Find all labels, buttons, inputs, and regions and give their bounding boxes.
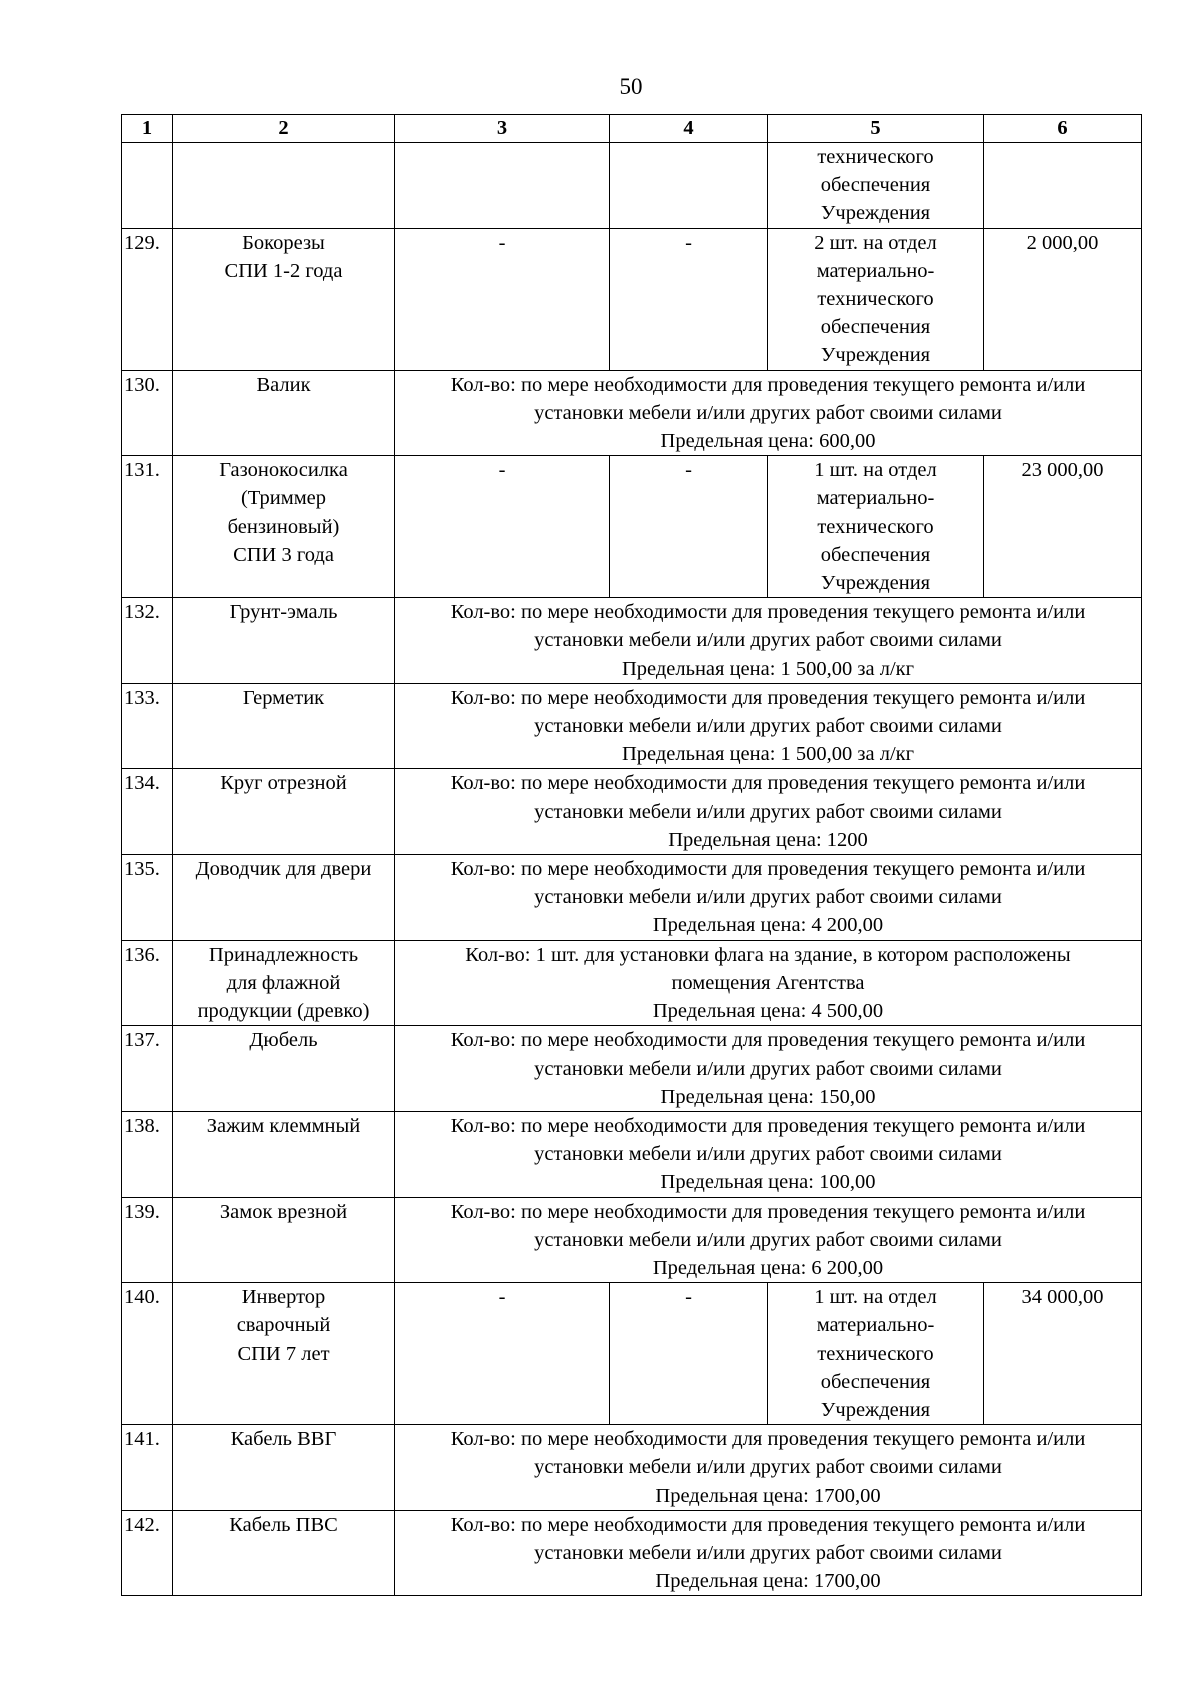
header-cell-5: 5 <box>768 115 984 143</box>
cell-description <box>395 1111 1142 1197</box>
cell-name <box>173 683 395 769</box>
cell-name <box>173 1111 395 1197</box>
cell-description <box>395 683 1142 769</box>
cell-line: Кол-во: по мере необходимости для проведения текущего ремонта и/или <box>450 601 1086 624</box>
cell-description <box>395 940 1142 1026</box>
cell-line: Доводчик для двери <box>195 858 372 881</box>
cell-line: материально- <box>816 487 935 510</box>
cell-num: 137. <box>122 1026 173 1112</box>
cell-line: Предельная цена: 150,00 <box>660 1085 876 1108</box>
cell-line: Кол-во: по мере необходимости для проведения текущего ремонта и/или <box>450 686 1086 709</box>
cell-line: обеспечения <box>820 543 931 566</box>
cell-line: Учреждения <box>820 344 931 367</box>
table-row <box>122 1510 1142 1596</box>
cell-line: сварочный <box>236 1314 331 1337</box>
cell-line: технического <box>817 1342 934 1365</box>
cell-line: Предельная цена: 1 500,00 за л/кг <box>621 657 915 680</box>
cell-line: обеспечения <box>820 174 931 197</box>
cell-line: Кол-во: по мере необходимости для проведения текущего ремонта и/или <box>450 373 1086 396</box>
cell-line: СПИ 3 года <box>233 543 334 566</box>
cell-num: 138. <box>122 1111 173 1197</box>
header-cell-2: 2 <box>173 115 395 143</box>
cell-line: Газонокосилка <box>219 459 348 482</box>
cell-line: Кол-во: по мере необходимости для проведения текущего ремонта и/или <box>450 1029 1086 1052</box>
cell-name <box>173 598 395 684</box>
table-row <box>122 683 1142 769</box>
cell-col3: - <box>395 1283 610 1425</box>
cell-description <box>395 1510 1142 1596</box>
cell-col4: - <box>610 1283 768 1425</box>
cell-line: Кабель ПВС <box>229 1513 338 1536</box>
cell-price: 34 000,00 <box>984 1283 1142 1425</box>
cell-line: Кол-во: по мере необходимости для проведения текущего ремонта и/или <box>450 1200 1086 1223</box>
cell-col4 <box>610 143 768 229</box>
cell-line: Принадлежность <box>208 943 359 966</box>
cell-num: 139. <box>122 1197 173 1283</box>
cell-num: 135. <box>122 855 173 941</box>
cell-line: установки мебели и/или других работ своими силами <box>534 1143 1002 1166</box>
cell-num: 129. <box>122 228 173 370</box>
cell-line: установки мебели и/или других работ своими силами <box>534 800 1002 823</box>
table-row <box>122 228 1142 370</box>
cell-line: обеспечения <box>820 316 931 339</box>
cell-line: Учреждения <box>820 572 931 595</box>
cell-line: для флажной <box>226 971 341 994</box>
table-row <box>122 1026 1142 1112</box>
cell-col5 <box>768 228 984 370</box>
cell-description <box>395 769 1142 855</box>
cell-name <box>173 769 395 855</box>
cell-num: 132. <box>122 598 173 684</box>
cell-line: обеспечения <box>820 1370 931 1393</box>
cell-line: 1 шт. на отдел <box>814 1286 937 1309</box>
cell-num: 142. <box>122 1510 173 1596</box>
cell-line: Бокорезы <box>242 231 325 254</box>
cell-name <box>173 456 395 598</box>
cell-description <box>395 1425 1142 1511</box>
cell-num <box>122 143 173 229</box>
cell-col5 <box>768 456 984 598</box>
header-cell-4: 4 <box>610 115 768 143</box>
table-row <box>122 940 1142 1026</box>
cell-col4: - <box>610 228 768 370</box>
table-row <box>122 1197 1142 1283</box>
cell-line: СПИ 1-2 года <box>224 259 343 282</box>
header-cell-3: 3 <box>395 115 610 143</box>
cell-line: Валик <box>256 373 311 396</box>
cell-line: установки мебели и/или других работ своими силами <box>534 715 1002 738</box>
header-cell-1: 1 <box>122 115 173 143</box>
cell-line: Круг отрезной <box>220 772 347 795</box>
cell-line: установки мебели и/или других работ своими силами <box>534 1228 1002 1251</box>
cell-line: Предельная цена: 1200 <box>668 828 868 851</box>
cell-line: (Триммер <box>240 487 327 510</box>
cell-col6 <box>984 143 1142 229</box>
cell-description <box>395 370 1142 456</box>
cell-name <box>173 1510 395 1596</box>
cell-col4: - <box>610 456 768 598</box>
cell-num: 134. <box>122 769 173 855</box>
cell-line: технического <box>817 515 934 538</box>
cell-num: 133. <box>122 683 173 769</box>
cell-line: продукции (древко) <box>197 1000 370 1023</box>
cell-col3: - <box>395 456 610 598</box>
cell-line: Предельная цена: 600,00 <box>660 430 876 453</box>
cell-col5 <box>768 143 984 229</box>
header-row <box>122 115 1142 143</box>
cell-line: бензиновый) <box>227 515 340 538</box>
cell-name <box>173 370 395 456</box>
header-cell-6: 6 <box>984 115 1142 143</box>
table-row <box>122 370 1142 456</box>
page-number: 50 <box>619 74 643 99</box>
cell-line: Герметик <box>242 686 325 709</box>
table-row <box>122 1425 1142 1511</box>
cell-num: 141. <box>122 1425 173 1511</box>
cell-line: Предельная цена: 4 500,00 <box>652 1000 884 1023</box>
cell-line: Предельная цена: 6 200,00 <box>652 1256 884 1279</box>
cell-line: 2 шт. на отдел <box>814 231 937 254</box>
cell-line: Зажим клеммный <box>206 1114 361 1137</box>
table-row <box>122 855 1142 941</box>
cell-line: 1 шт. на отдел <box>814 459 937 482</box>
cell-name <box>173 855 395 941</box>
cell-description <box>395 1197 1142 1283</box>
table-row <box>122 456 1142 598</box>
cell-line: Кол-во: по мере необходимости для проведения текущего ремонта и/или <box>450 772 1086 795</box>
cell-line: установки мебели и/или других работ своими силами <box>534 886 1002 909</box>
cell-line: установки мебели и/или других работ своими силами <box>534 401 1002 424</box>
cell-line: Предельная цена: 4 200,00 <box>652 914 884 937</box>
cell-description <box>395 1026 1142 1112</box>
cell-line: Учреждения <box>820 1398 931 1421</box>
cell-description <box>395 598 1142 684</box>
cell-line: установки мебели и/или других работ своими силами <box>534 1057 1002 1080</box>
cell-col5 <box>768 1283 984 1425</box>
cell-line: технического <box>817 146 934 168</box>
cell-line: СПИ 7 лет <box>237 1342 330 1365</box>
cell-line: Грунт-эмаль <box>229 601 338 624</box>
cell-line: Кол-во: 1 шт. для установки флага на здание, в котором расположены <box>465 943 1071 966</box>
cell-num: 136. <box>122 940 173 1026</box>
cell-price: 23 000,00 <box>984 456 1142 598</box>
cell-line: материально- <box>816 259 935 282</box>
table-row <box>122 1283 1142 1425</box>
procurement-table <box>121 114 1142 1596</box>
cell-name <box>173 1197 395 1283</box>
cell-line: Предельная цена: 100,00 <box>660 1171 876 1194</box>
cell-description <box>395 855 1142 941</box>
cell-line: материально- <box>816 1314 935 1337</box>
cell-line: Кол-во: по мере необходимости для проведения текущего ремонта и/или <box>450 1114 1086 1137</box>
cell-price: 2 000,00 <box>984 228 1142 370</box>
cell-name <box>173 1283 395 1425</box>
cell-line: установки мебели и/или других работ своими силами <box>534 629 1002 652</box>
cell-line: Кол-во: по мере необходимости для проведения текущего ремонта и/или <box>450 1513 1086 1536</box>
table-row <box>122 598 1142 684</box>
continuation-row <box>122 143 1142 229</box>
cell-num: 131. <box>122 456 173 598</box>
cell-col3: - <box>395 228 610 370</box>
cell-line: установки мебели и/или других работ своими силами <box>534 1456 1002 1479</box>
cell-name <box>173 940 395 1026</box>
cell-name <box>173 1425 395 1511</box>
cell-line: Замок врезной <box>219 1200 348 1223</box>
cell-col3 <box>395 143 610 229</box>
cell-line: Предельная цена: 1700,00 <box>655 1484 881 1507</box>
cell-name <box>173 1026 395 1112</box>
cell-line: Кол-во: по мере необходимости для проведения текущего ремонта и/или <box>450 1428 1086 1451</box>
cell-line: установки мебели и/или других работ своими силами <box>534 1541 1002 1564</box>
cell-line: Предельная цена: 1 500,00 за л/кг <box>621 743 915 766</box>
cell-line: Учреждения <box>820 202 931 225</box>
cell-name <box>173 143 395 229</box>
cell-num: 130. <box>122 370 173 456</box>
cell-line: Кабель ВВГ <box>230 1428 337 1451</box>
cell-line: Кол-во: по мере необходимости для проведения текущего ремонта и/или <box>450 858 1086 881</box>
cell-line: Дюбель <box>249 1029 318 1052</box>
cell-num: 140. <box>122 1283 173 1425</box>
cell-line: помещения Агентства <box>671 971 865 994</box>
table-row <box>122 769 1142 855</box>
cell-name <box>173 228 395 370</box>
table-row <box>122 1111 1142 1197</box>
cell-line: Предельная цена: 1700,00 <box>655 1570 881 1593</box>
cell-line: Инвертор <box>241 1286 326 1309</box>
cell-line: технического <box>817 288 934 311</box>
